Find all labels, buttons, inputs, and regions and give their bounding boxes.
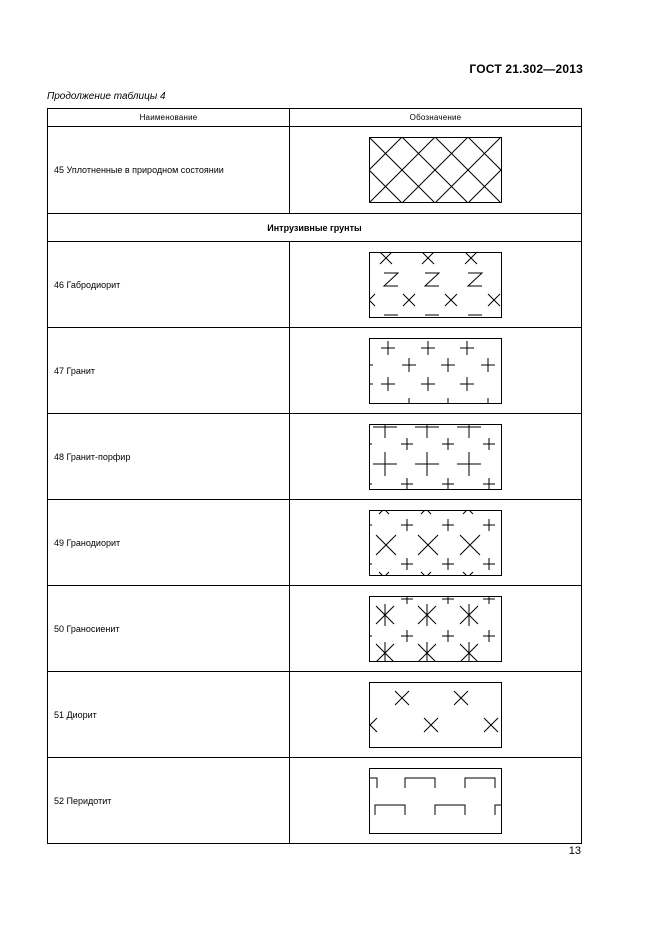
row-name: 45 Уплотненные в природном состоянии: [48, 127, 290, 214]
row-name: 49 Гранодиорит: [48, 500, 290, 586]
row-name: 46 Габродиорит: [48, 242, 290, 328]
legend-table: [47, 108, 582, 844]
crosshatch-pattern-icon: [369, 137, 502, 203]
row-name: 47 Гранит: [48, 328, 290, 414]
row-name: 52 Перидотит: [48, 758, 290, 844]
row-name: 48 Гранит-порфир: [48, 414, 290, 500]
page-number: 13: [568, 845, 581, 857]
table-row: [48, 500, 582, 586]
section-row: [48, 214, 582, 242]
asterisk-and-plus-pattern-icon: [369, 596, 502, 662]
column-header-name: Наименование: [48, 109, 290, 127]
table-row: [48, 127, 582, 214]
table-header-row: [48, 109, 582, 127]
large-and-small-plus-pattern-icon: [369, 424, 502, 490]
table-row: [48, 328, 582, 414]
column-header-symbol: Обозначение: [290, 109, 582, 127]
row-symbol: [290, 758, 582, 844]
x-and-plus-pattern-icon: [369, 510, 502, 576]
table-row: [48, 242, 582, 328]
table-row: [48, 414, 582, 500]
table-row: [48, 758, 582, 844]
row-name: 50 Граносиенит: [48, 586, 290, 672]
document-code: ГОСТ 21.302—2013: [469, 62, 583, 76]
x-pattern-icon: [369, 682, 502, 748]
bracket-pattern-icon: [369, 768, 502, 834]
row-name: 51 Диорит: [48, 672, 290, 758]
table-row: [48, 586, 582, 672]
table-row: [48, 672, 582, 758]
row-symbol: [290, 328, 582, 414]
row-symbol: [290, 672, 582, 758]
row-symbol: [290, 414, 582, 500]
table-caption: Продолжение таблицы 4: [47, 91, 166, 102]
plus-pattern-icon: [369, 338, 502, 404]
row-symbol: [290, 242, 582, 328]
row-symbol: [290, 586, 582, 672]
row-symbol: [290, 500, 582, 586]
section-title: Интрузивные грунты: [48, 214, 582, 242]
row-symbol: [290, 127, 582, 214]
x-and-z-pattern-icon: [369, 252, 502, 318]
